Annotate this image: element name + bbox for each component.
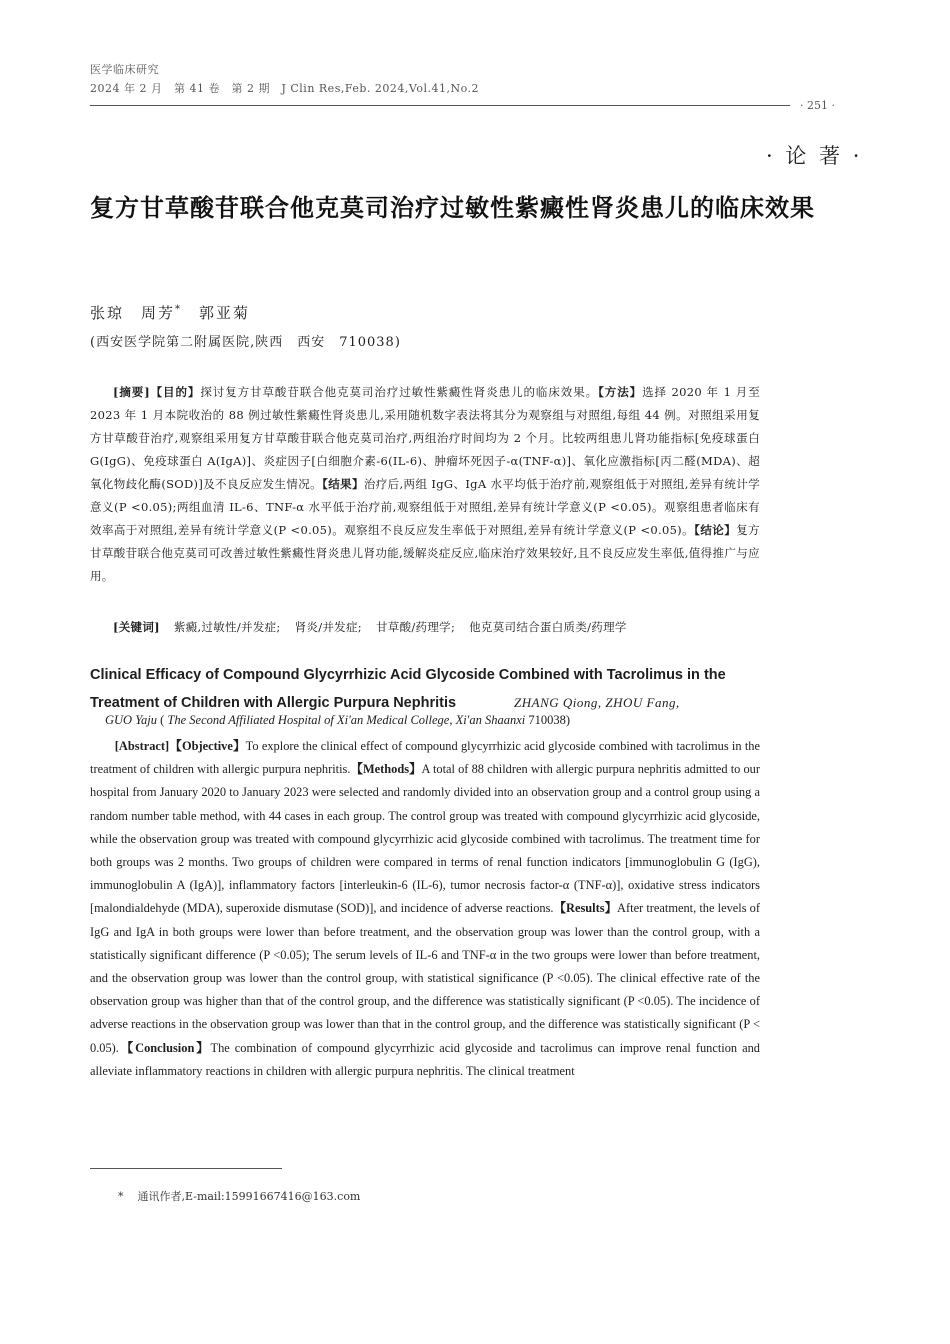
keyword: 肾炎/并发症; (294, 620, 362, 634)
abstract-cn (90, 381, 760, 588)
section-label: · 论 著 · (766, 144, 863, 168)
authors-cn (90, 302, 250, 323)
journal-name: 医学临床研究 (90, 63, 159, 76)
keywords-label: [关键词] (113, 620, 160, 634)
author-en-last: GUO Yaju (105, 713, 157, 727)
results-en-label: 【Results】 (553, 901, 618, 916)
affiliation-en-text: The Second Affiliated Hospital of Xi'an Medical College, Xi'an Shaanxi (167, 713, 526, 727)
affiliation-en: GUO Yaju ( The Second Affiliated Hospital of Xi'an Medical College, Xi'an Shaanxi 710038) (105, 713, 571, 727)
keyword: 甘草酸/药理学; (375, 620, 456, 634)
keywords-cn (90, 616, 760, 639)
authors-en: ZHANG Qiong, ZHOU Fang, (514, 695, 680, 710)
header-rule (90, 105, 790, 106)
footnote-rule (90, 1168, 282, 1169)
results-text: 治疗后,两组 IgG、IgA 水平均低于治疗前,观察组低于对照组,差异有统计学意义(P <0.05);两组血清 IL-6、TNF-α 水平低于治疗前,观察组低于对照组,差异有统计学意义(P <0.05)。观察组患者临床有效率高于对照组,差异有统计学意义(P <0.05)。观察组不良反应发生率低于对照组,差异有统计学意义(P <0.05)。 (90, 477, 760, 537)
title-en-text: Clinical Efficacy of Compound Glycyrrhizic Acid Glycoside Combined with Tacrolimus in the Treatment of Children with Allergic Purpura Nephritis (90, 667, 726, 711)
conclusion-text: 复方甘草酸苷联合他克莫司可改善过敏性紫癜性肾炎患儿肾功能,缓解炎症反应,临床治疗效果较好,且不良反应发生率低,值得推广与应用。 (90, 523, 760, 583)
article-title-cn: 复方甘草酸苷联合他克莫司治疗过敏性紫癜性肾炎患儿的临床效果 (90, 194, 815, 222)
conclusion-en-text: The combination of compound glycyrrhizic acid glycoside and tacrolimus can improve renal function and alleviate inflammatory reactions in children with allergic purpura nephritis. The clinical treatment (90, 1040, 761, 1078)
abstract-en-label: [Abstract] (114, 739, 170, 753)
methods-text: 选择 2020 年 1 月至 2023 年 1 月本院收治的 88 例过敏性紫癜性肾炎患儿,采用随机数字表法将其分为观察组与对照组,每组 44 例。对照组采用复方甘草酸苷治疗,观察组采用复方甘草酸苷联合他克莫司治疗,两组治疗时间均为 2 个月。比较两组患儿肾功能指标[免疫球蛋白 G(IgG)、免疫球蛋白 A(IgA)]、炎症因子[白细胞介素-6(IL-6)、肿瘤坏死因子-α(TNF-α)]、氧化应激指标[丙二醛(MDA)、超氧化物歧化酶(SOD)]及不良反应发生情况。 (90, 385, 761, 491)
objective-en-text: To explore the clinical effect of compound glycyrrhizic acid glycoside combined with tacrolimus in the treatment of children with allergic purpura nephritis. (90, 739, 761, 777)
conclusion-label: 【结论】 (694, 523, 737, 537)
objective-label: 【目的】 (149, 385, 201, 399)
affiliation-en-postcode: 710038 (528, 713, 566, 727)
abstract-en (90, 735, 760, 1083)
author-names: 张琼 周芳 (90, 304, 176, 322)
methods-label: 【方法】 (598, 385, 643, 399)
results-label: 【结果】 (322, 477, 364, 491)
page-number: · 251 · (800, 99, 835, 112)
keyword: 紫癜,过敏性/并发症; (173, 620, 281, 634)
corresponding-author-marker: * (175, 304, 183, 315)
abstract-label: [摘要] (113, 385, 150, 399)
journal-issue-info: 2024 年 2 月 第 41 卷 第 2 期 J Clin Res,Feb. 2024,Vol.41,No.2 (90, 82, 480, 95)
objective-text: 探讨复方甘草酸苷联合他克莫司治疗过敏性紫癜性肾炎患儿的临床效果。 (200, 385, 599, 399)
footnote (118, 1188, 360, 1204)
article-title-en (90, 662, 760, 717)
methods-en-text: A total of 88 children with allergic purpura nephritis admitted to our hospital from January 2020 to January 2023 were selected and randomly divided into an observation group and a control group using a random number table method, with 44 cases in each group. The control group was treated with compound glycyrrhizic acid glycoside, while the observation group was treated with compound glycyrrhizic acid glycoside combined with tacrolimus. The treatment time for both groups was 2 months. Two groups of children were compared in terms of renal function indicators [immunoglobulin G (IgG), immunoglobulin A (IgA)], inflammatory factors [interleukin-6 (IL-6), tumor necrosis factor-α (TNF-α)], oxidative stress indicators [malondialdehyde (MDA), superoxide dismutase (SOD)], and incidence of adverse reactions. (90, 762, 761, 916)
methods-en-label: 【Methods】 (350, 762, 422, 777)
footnote-text: 通讯作者,E-mail:15991667416@163.com (137, 1190, 361, 1203)
affiliation-cn: (西安医学院第二附属医院,陕西 西安 710038) (90, 335, 401, 350)
results-en-text: After treatment, the levels of IgG and IgA in both groups were lower than before treatment, and the observation group was lower than the control group, with a statistically significant difference (P <0.05); The serum levels of IL-6 and TNF-α in the two groups were lower than before treatment, and the observation group was lower than the control group, with statistical significance (P <0.05). The clinical effective rate of the observation group was higher than that of the control group, and the difference was statistically significant (P <0.05). The incidence of adverse reactions in the observation group was lower than that in the control group, and the difference was statistically significant (P < 0.05). (90, 901, 761, 1055)
objective-en-label: 【Objective】 (169, 739, 246, 753)
footnote-marker: * (118, 1190, 124, 1203)
keyword: 他克莫司结合蛋白质类/药理学 (469, 620, 627, 634)
conclusion-en-label: 【Conclusion】 (118, 1040, 211, 1055)
author-names-after: 郭亚菊 (182, 304, 251, 322)
